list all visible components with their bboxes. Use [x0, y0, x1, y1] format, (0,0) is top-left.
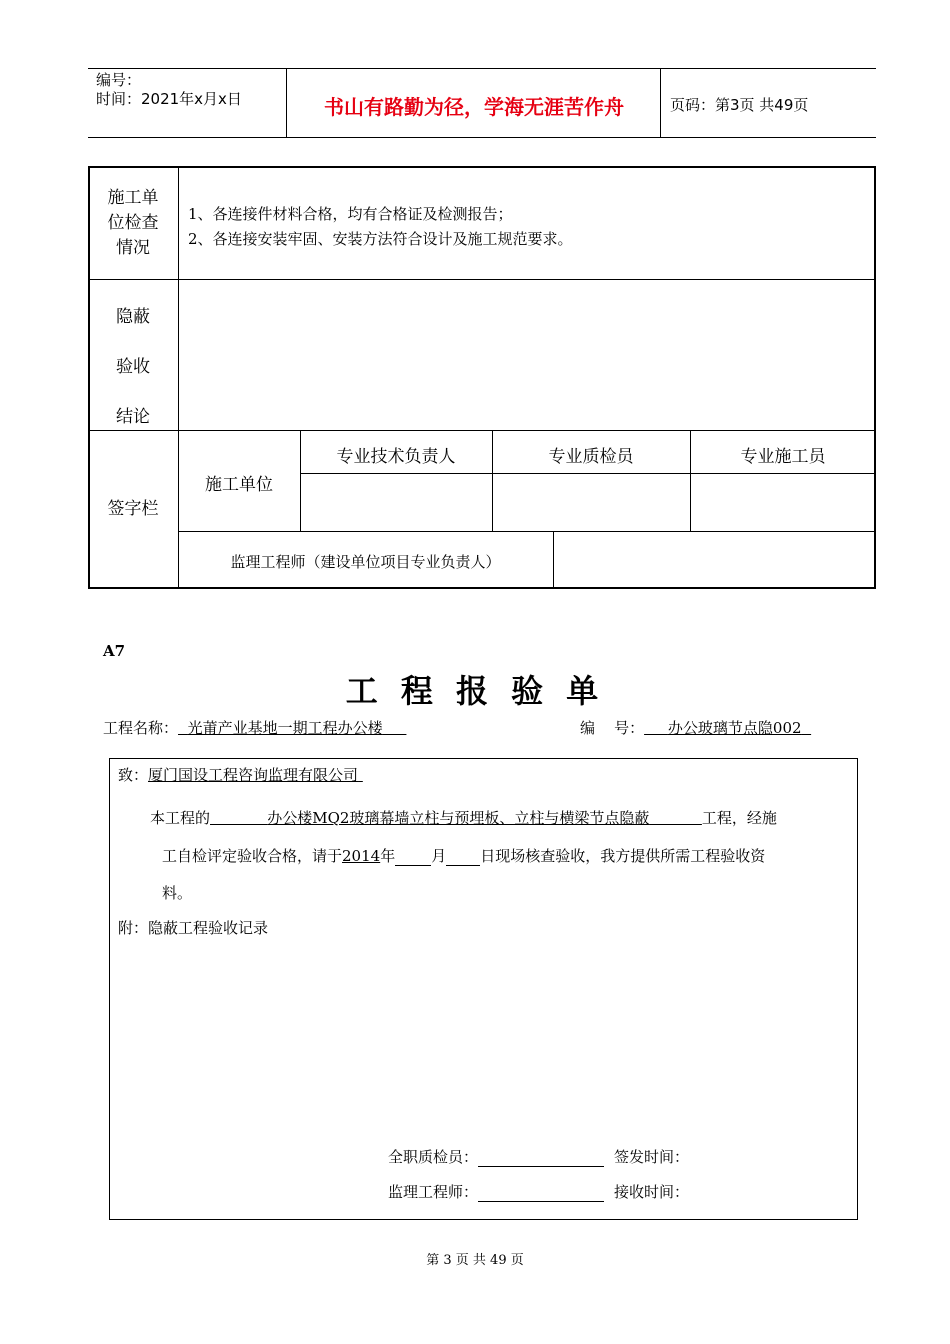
form-number-label: 编 号：	[580, 719, 645, 737]
footer-page-number: 第 3 页 共 49 页	[426, 1253, 524, 1268]
self-check-items	[188, 202, 573, 252]
supervisor-signature-line[interactable]	[478, 1184, 604, 1202]
supervisor-label: 监理工程师（建设单位项目专业负责人）	[230, 553, 501, 571]
recipient-row	[118, 764, 363, 785]
signature-label: 签字栏	[107, 499, 159, 519]
recipient-value	[148, 766, 363, 784]
header-page-label: 页码：第3页 共49页	[670, 96, 809, 114]
year-value[interactable]: 2014	[342, 847, 381, 865]
construction-unit-label: 施工单位	[205, 475, 273, 495]
self-check-item: 2、各连接安装牢固、安装方法符合设计及施工规范要求。	[188, 230, 573, 248]
month-blank[interactable]	[395, 848, 431, 866]
conclusion-label	[88, 292, 178, 442]
conclusion-label-line: 结论	[116, 407, 150, 427]
header-divider	[660, 69, 661, 137]
issue-time-label: 签发时间：	[614, 1148, 690, 1166]
self-check-label	[88, 186, 178, 261]
form-title: 工 程 报 验 单	[345, 672, 605, 710]
project-name-value	[178, 719, 406, 737]
supervisor-row	[388, 1181, 689, 1202]
table-divider	[88, 430, 876, 431]
project-name-row	[103, 717, 406, 738]
signature-field-construction-worker[interactable]	[690, 474, 876, 531]
body-line2-prefix: 工自检评定验收合格，请于	[162, 847, 343, 865]
inspector-label: 全职质检员：	[388, 1148, 479, 1166]
body-suffix: 工程，经施	[701, 809, 777, 827]
inspector-row	[388, 1146, 689, 1167]
project-name-label: 工程名称：	[103, 719, 179, 737]
signature-field-quality-inspector[interactable]	[492, 474, 690, 531]
conclusion-label-line: 验收	[116, 357, 150, 377]
attachment-note: 附：隐蔽工程验收记录	[118, 919, 269, 937]
signature-field-supervisor[interactable]	[554, 532, 876, 589]
role-tech-lead: 专业技术负责人	[336, 447, 456, 467]
self-check-label-line: 位检查	[107, 213, 159, 233]
self-check-label-line: 情况	[116, 238, 150, 258]
header-number-label: 编号：	[96, 71, 142, 89]
page-header	[88, 68, 876, 138]
self-check-item: 1、各连接件材料合格，均有合格证及检测报告；	[188, 205, 513, 223]
signature-field-tech-lead[interactable]	[300, 474, 492, 531]
inspector-signature-line[interactable]	[478, 1149, 604, 1167]
year-label: 年	[380, 847, 396, 865]
body-subject-text: 办公楼MQ2玻璃幕墙立柱与预埋板、立柱与横梁节点隐蔽	[267, 809, 650, 827]
month-label: 月	[431, 847, 447, 865]
inspection-table	[88, 166, 876, 589]
table-divider	[178, 166, 179, 589]
recipient-label: 致：	[118, 766, 149, 784]
form-supervisor-label: 监理工程师：	[388, 1183, 479, 1201]
role-quality-inspector: 专业质检员	[548, 447, 634, 467]
header-motto: 书山有路勤为径，学海无涯苦作舟	[324, 95, 624, 119]
day-text: 日现场核查验收，我方提供所需工程验收资	[480, 847, 766, 865]
project-name-text: 光莆产业基地一期工程办公楼	[187, 719, 383, 737]
body-subject-value	[210, 809, 702, 827]
form-number-value	[644, 719, 811, 737]
self-check-label-line: 施工单	[107, 188, 159, 208]
form-code: A7	[103, 642, 126, 660]
conclusion-label-line: 隐蔽	[116, 307, 150, 327]
recipient-text: 厦门国设工程咨询监理有限公司	[148, 766, 359, 784]
header-meta	[96, 71, 242, 109]
role-construction-worker: 专业施工员	[740, 447, 826, 467]
body-line-2	[162, 845, 765, 866]
form-number-row	[580, 717, 811, 738]
body-line-3: 料。	[162, 884, 193, 902]
form-number-text: 办公玻璃节点隐002	[667, 719, 802, 737]
body-prefix: 本工程的	[150, 809, 211, 827]
day-blank[interactable]	[446, 848, 480, 866]
receive-time-label: 接收时间：	[614, 1183, 690, 1201]
header-divider	[286, 69, 287, 137]
table-divider	[88, 279, 876, 280]
body-line-1	[150, 807, 855, 828]
header-time-label: 时间：2021年x月x日	[96, 90, 242, 108]
